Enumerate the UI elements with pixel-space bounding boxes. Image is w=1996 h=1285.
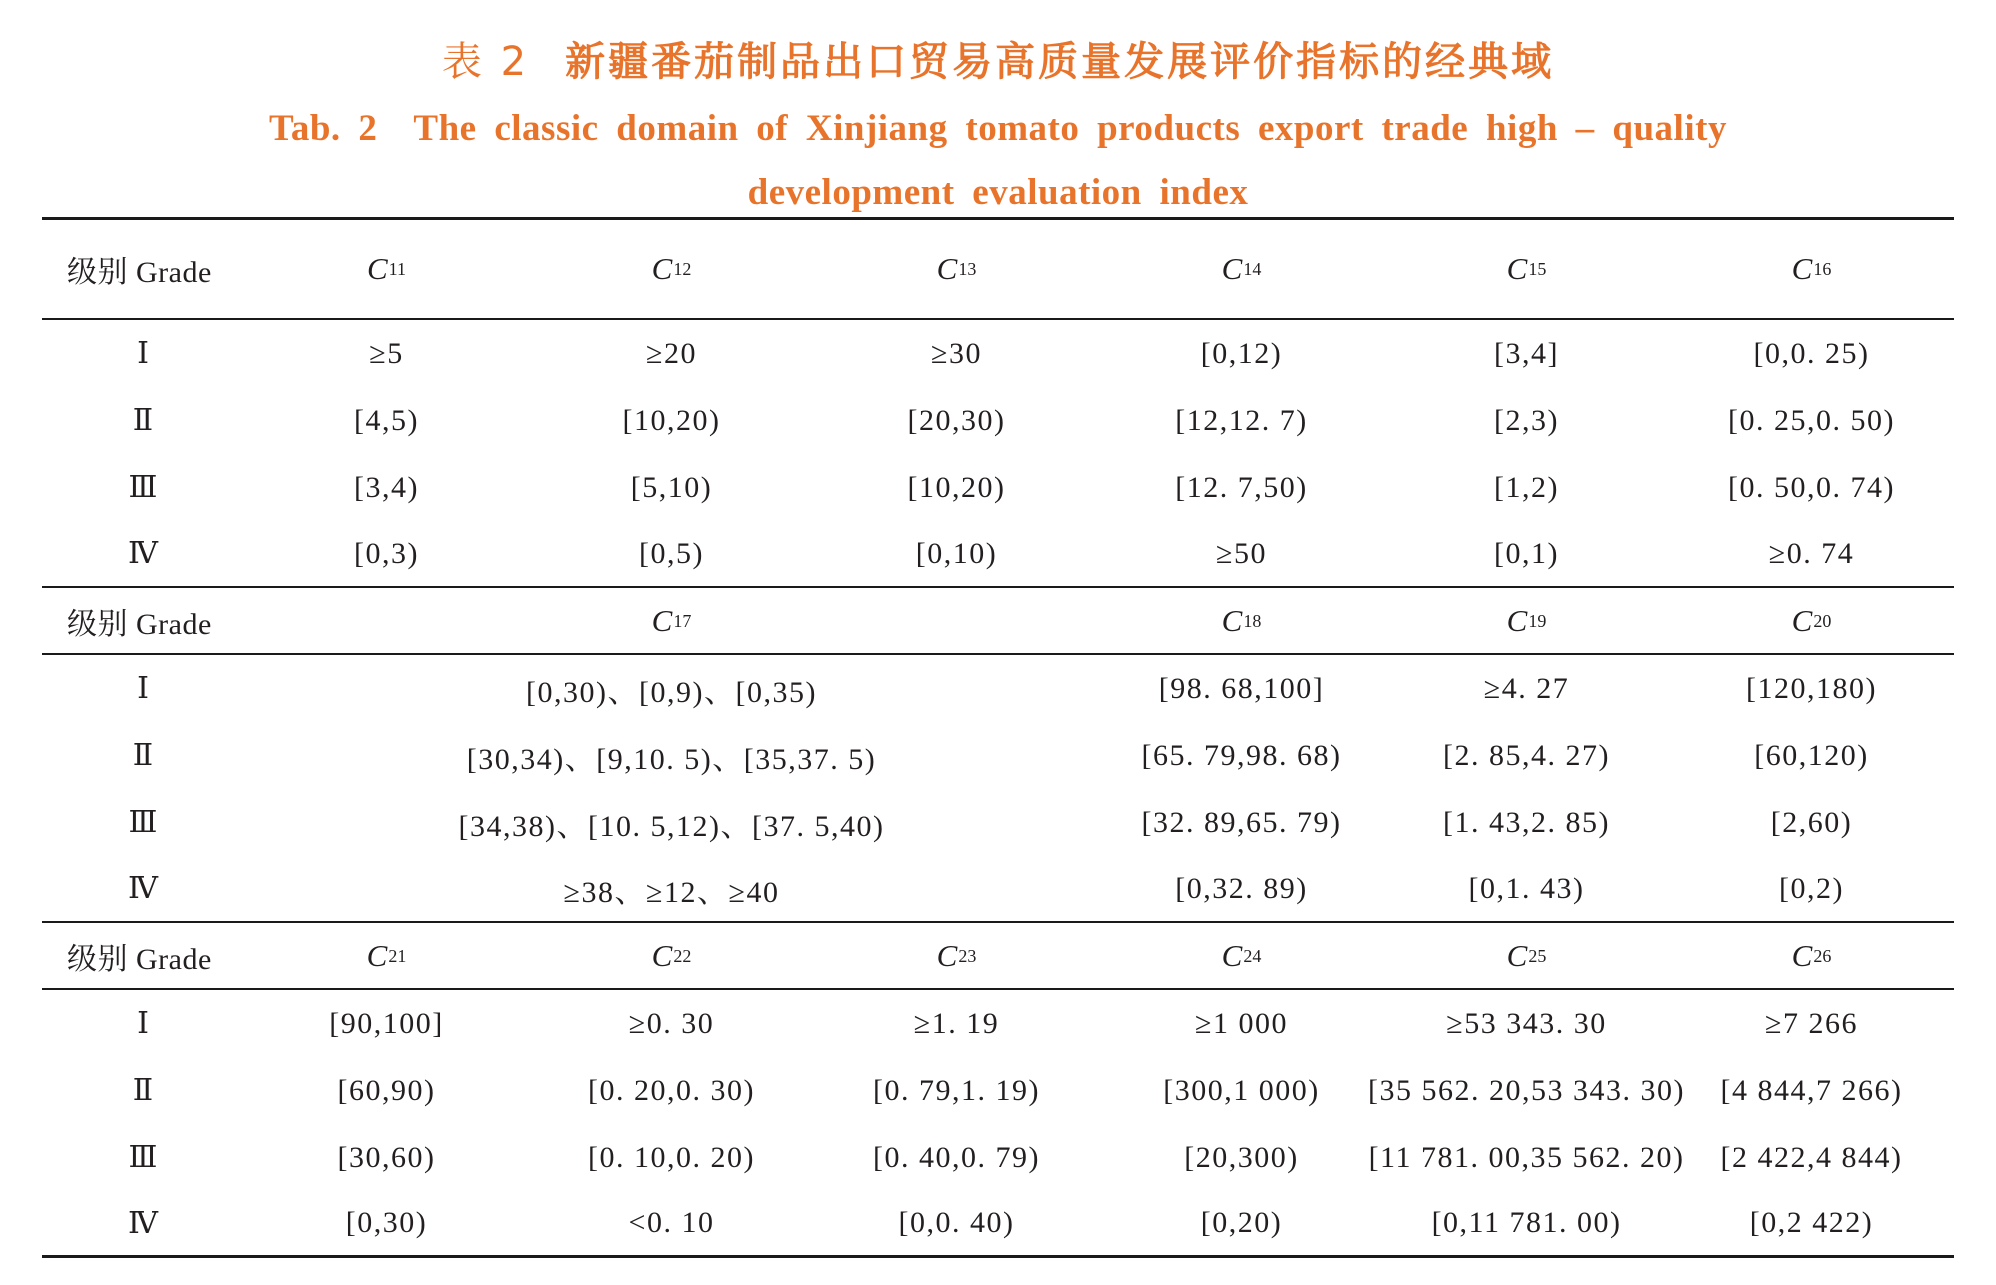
indicator-subscript: 12 [673, 259, 692, 279]
value-c20-grade-4: [0,2) [1779, 871, 1844, 905]
value-c13-grade-4: [0,10) [915, 536, 998, 570]
block-1-row-grade-3 [42, 454, 1954, 521]
value-c19-grade-3: [1. 43,2. 85) [1443, 805, 1610, 839]
block-3-row-grade-4 [42, 1191, 1954, 1258]
indicator-header-c15 [1384, 220, 1669, 318]
indicator-subscript: 25 [1528, 945, 1547, 966]
indicator-letter: C [1791, 251, 1813, 286]
grade-column-header: 级别 Grade [67, 942, 212, 976]
indicator-letter: C [936, 251, 958, 286]
value-c15-grade-1: [3,4] [1494, 336, 1559, 370]
indicator-header-c21 [244, 923, 529, 988]
table-caption-chinese: 新疆番茄制品出口贸易高质量发展评价指标的经典域 [565, 39, 1555, 85]
value-c23-grade-2: [0. 79,1. 19) [873, 1073, 1040, 1107]
indicator-letter: C [1506, 937, 1528, 973]
value-c24-grade-4: [0,20) [1200, 1206, 1283, 1239]
block-3-row-grade-1 [42, 990, 1954, 1057]
value-c23-grade-4: [0,0. 40) [898, 1206, 1015, 1239]
value-c13-grade-1: ≥30 [931, 336, 982, 370]
value-c25-grade-1: ≥53 343. 30 [1446, 1006, 1607, 1040]
value-c18-grade-2: [65. 79,98. 68) [1141, 738, 1342, 772]
value-c22-grade-3: [0. 10,0. 20) [588, 1140, 755, 1174]
table-title-english-line-2 [0, 171, 1996, 215]
block-3-header-row [42, 923, 1954, 990]
value-c23-grade-3: [0. 40,0. 79) [873, 1140, 1040, 1174]
value-c24-grade-1: ≥1 000 [1195, 1006, 1288, 1040]
indicator-subscript: 21 [388, 945, 407, 966]
indicator-header-c14 [1099, 220, 1384, 318]
indicator-header-c17 [244, 588, 1099, 653]
indicator-subscript: 23 [958, 945, 977, 966]
indicator-header-c13 [814, 220, 1099, 318]
value-c21-grade-3: [30,60) [337, 1140, 436, 1174]
grade-label: Ⅰ [137, 336, 149, 371]
classic-domain-table [42, 217, 1954, 1258]
indicator-subscript: 14 [1243, 259, 1262, 279]
block-1-row-grade-1 [42, 320, 1954, 387]
block-2-header-row [42, 588, 1954, 655]
grade-column-header: 级别 Grade [67, 607, 212, 641]
value-c26-grade-3: [2 422,4 844) [1720, 1140, 1903, 1174]
grade-label: Ⅲ [128, 805, 158, 840]
indicator-header-c24 [1099, 923, 1384, 988]
indicator-letter: C [1221, 937, 1243, 973]
value-c11-grade-1: ≥5 [369, 336, 404, 370]
value-c26-grade-4: [0,2 422) [1749, 1206, 1874, 1239]
indicator-subscript: 20 [1813, 610, 1832, 631]
grade-label: Ⅳ [128, 536, 158, 571]
value-c11-grade-3: [3,4) [354, 470, 419, 504]
value-c24-grade-2: [300,1 000) [1163, 1073, 1320, 1107]
grade-label: Ⅳ [128, 871, 158, 906]
indicator-subscript: 19 [1528, 610, 1547, 631]
indicator-subscript: 17 [673, 610, 692, 631]
indicator-subscript: 24 [1243, 945, 1262, 966]
value-c20-grade-3: [2,60) [1770, 805, 1853, 839]
grade-label: Ⅱ [132, 738, 154, 773]
value-c22-grade-2: [0. 20,0. 30) [588, 1073, 755, 1107]
block-2-row-grade-2 [42, 722, 1954, 789]
indicator-letter: C [1506, 251, 1528, 286]
indicator-letter: C [651, 251, 673, 286]
indicator-subscript: 13 [958, 259, 977, 279]
indicator-header-c20 [1669, 588, 1954, 653]
table-title-english-line-1 [0, 107, 1996, 151]
value-c25-grade-2: [35 562. 20,53 343. 30) [1368, 1073, 1685, 1107]
indicator-letter: C [1791, 602, 1813, 638]
indicator-letter: C [1221, 251, 1243, 286]
indicator-header-c12 [529, 220, 814, 318]
value-c20-grade-2: [60,120) [1754, 738, 1869, 772]
value-c17-grade-1: [0,30)、[0,9)、[0,35) [526, 675, 817, 709]
value-c14-grade-3: [12. 7,50) [1175, 470, 1308, 504]
block-1-header-row [42, 220, 1954, 320]
value-c12-grade-3: [5,10) [630, 470, 713, 504]
indicator-header-c23 [814, 923, 1099, 988]
value-c15-grade-2: [2,3) [1494, 403, 1559, 437]
value-c26-grade-2: [4 844,7 266) [1720, 1073, 1903, 1107]
value-c16-grade-4: ≥0. 74 [1768, 536, 1855, 570]
block-3-row-grade-3 [42, 1124, 1954, 1191]
value-c15-grade-4: [0,1) [1494, 536, 1559, 570]
grade-label: Ⅰ [137, 671, 149, 706]
indicator-letter: C [1791, 937, 1813, 973]
indicator-letter: C [1221, 602, 1243, 638]
indicator-header-c16 [1669, 220, 1954, 318]
value-c19-grade-2: [2. 85,4. 27) [1443, 738, 1610, 772]
indicator-header-c11 [244, 220, 529, 318]
value-c16-grade-1: [0,0. 25) [1753, 336, 1870, 370]
value-c14-grade-1: [0,12) [1200, 336, 1283, 370]
indicator-letter: C [366, 251, 388, 286]
grade-label: Ⅰ [137, 1006, 149, 1041]
table-number-chinese: 表 2 [441, 39, 530, 85]
value-c25-grade-4: [0,11 781. 00) [1431, 1206, 1622, 1239]
value-c13-grade-3: [10,20) [907, 470, 1006, 504]
value-c12-grade-4: [0,5) [639, 536, 704, 570]
value-c17-grade-2: [30,34)、[9,10. 5)、[35,37. 5) [466, 742, 877, 776]
indicator-header-c18 [1099, 588, 1384, 653]
indicator-header-c25 [1384, 923, 1669, 988]
value-c22-grade-1: ≥0. 30 [628, 1006, 715, 1040]
value-c19-grade-1: ≥4. 27 [1483, 671, 1570, 705]
value-c21-grade-4: [0,30) [345, 1206, 428, 1239]
grade-label: Ⅲ [128, 470, 158, 505]
value-c15-grade-3: [1,2) [1494, 470, 1559, 504]
value-c21-grade-2: [60,90) [337, 1073, 436, 1107]
indicator-subscript: 18 [1243, 610, 1262, 631]
value-c11-grade-2: [4,5) [354, 403, 419, 437]
indicator-subscript: 22 [673, 945, 692, 966]
value-c19-grade-4: [0,1. 43) [1468, 871, 1585, 905]
value-c18-grade-3: [32. 89,65. 79) [1141, 805, 1342, 839]
indicator-subscript: 26 [1813, 945, 1832, 966]
value-c22-grade-4: <0. 10 [628, 1206, 715, 1239]
value-c16-grade-2: [0. 25,0. 50) [1728, 403, 1895, 437]
block-1-row-grade-4 [42, 521, 1954, 588]
indicator-letter: C [651, 602, 673, 638]
indicator-header-c22 [529, 923, 814, 988]
value-c13-grade-2: [20,30) [907, 403, 1006, 437]
value-c14-grade-4: ≥50 [1216, 536, 1267, 570]
value-c21-grade-1: [90,100] [329, 1006, 444, 1040]
indicator-letter: C [1506, 602, 1528, 638]
block-3-row-grade-2 [42, 1057, 1954, 1124]
indicator-subscript: 11 [388, 259, 407, 279]
value-c26-grade-1: ≥7 266 [1765, 1006, 1858, 1040]
value-c12-grade-2: [10,20) [622, 403, 721, 437]
block-1-row-grade-2 [42, 387, 1954, 454]
indicator-subscript: 15 [1528, 259, 1547, 279]
value-c16-grade-3: [0. 50,0. 74) [1728, 470, 1895, 504]
block-2-row-grade-1 [42, 655, 1954, 722]
grade-column-header: 级别 Grade [67, 256, 212, 289]
block-2-row-grade-3 [42, 789, 1954, 856]
table-title-chinese [0, 38, 1996, 86]
value-c23-grade-1: ≥1. 19 [913, 1006, 1000, 1040]
grade-label: Ⅳ [128, 1205, 158, 1241]
value-c20-grade-1: [120,180) [1746, 671, 1877, 705]
value-c18-grade-4: [0,32. 89) [1175, 871, 1308, 905]
table-caption-english-1: The classic domain of Xinjiang tomato products export trade high – quality [413, 108, 1727, 149]
value-c18-grade-1: [98. 68,100] [1158, 671, 1325, 705]
grade-label: Ⅱ [132, 403, 154, 438]
indicator-subscript: 16 [1813, 259, 1832, 279]
table-number-english: Tab. 2 [269, 108, 378, 149]
indicator-letter: C [651, 937, 673, 973]
value-c24-grade-3: [20,300) [1184, 1140, 1299, 1174]
block-2-row-grade-4 [42, 856, 1954, 923]
indicator-letter: C [936, 937, 958, 973]
value-c11-grade-4: [0,3) [354, 536, 419, 570]
indicator-letter: C [366, 937, 388, 973]
table-caption-english-2: development evaluation index [747, 172, 1249, 213]
grade-label: Ⅲ [128, 1140, 158, 1175]
value-c12-grade-1: ≥20 [646, 336, 697, 370]
value-c14-grade-2: [12,12. 7) [1175, 403, 1308, 437]
value-c17-grade-3: [34,38)、[10. 5,12)、[37. 5,40) [458, 809, 885, 843]
indicator-header-c26 [1669, 923, 1954, 988]
value-c17-grade-4: ≥38、≥12、≥40 [563, 875, 780, 909]
value-c25-grade-3: [11 781. 00,35 562. 20) [1368, 1140, 1685, 1174]
grade-label: Ⅱ [132, 1073, 154, 1108]
indicator-header-c19 [1384, 588, 1669, 653]
